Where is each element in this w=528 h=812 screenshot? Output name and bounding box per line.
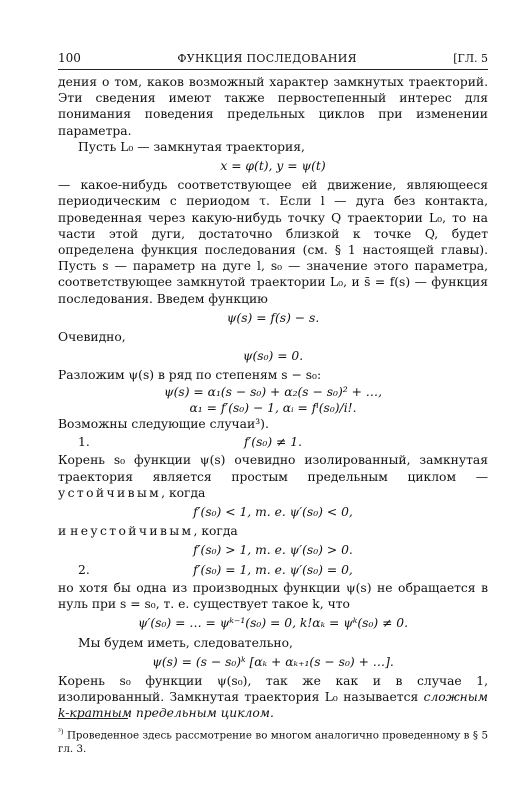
equation: ψ(s) = (s − s₀)ᵏ [αₖ + αₖ₊₁(s − s₀) + …]. [152, 654, 394, 669]
equation: f′(s₀) > 1, т. е. ψ′(s₀) > 0. [193, 543, 353, 558]
text: , когда [161, 485, 206, 500]
chapter-ref: [ГЛ. 5 [453, 51, 488, 65]
footnote-mark: ³) [58, 728, 64, 736]
equation: ψ(s) = f(s) − s. [226, 310, 320, 325]
equation: f′(s₀) < 1, т. е. ψ′(s₀) < 0, [193, 505, 353, 520]
paragraph [58, 673, 488, 722]
equation: f′(s₀) ≠ 1. [243, 435, 303, 450]
text: Корень s₀ функции ψ(s₀), так же как и в случае 1, изолированный. Замкнутая траектория L₀ называется [58, 673, 488, 705]
case-label: 1. [78, 435, 90, 450]
footnote [58, 725, 488, 756]
equation: α₁ = f′(s₀) − 1, αᵢ = fⁱ(s₀)/i!. [189, 400, 357, 415]
paragraph: — какое-нибудь соответствующее ей движение, являющееся периодическим с периодом τ. Если l — дуга без контакта, проведенная через какую-нибудь точку Q траектории L₀, то на части этой дуги, достаточно близкой к точке Q, будет определена функция последования (см. § 1 настоящей главы). Пусть s — параметр на дуге l, s₀ — значение этого параметра, соответствующее замкнутой траектории L₀, и s̄ = f(s) — функция последования. Введем функцию [58, 178, 488, 306]
equation: ψ(s₀) = 0. [242, 349, 304, 364]
equation: f′(s₀) = 1, т. е. ψ′(s₀) = 0, [193, 562, 353, 577]
italic-term: сложным k-кратным предельным циклом. [58, 690, 488, 721]
text: , когда [193, 524, 238, 539]
text: и [58, 524, 71, 539]
footnote-text: Проведенное здесь рассмотрение во многом аналогично проведенному в § 5 гл. 3. [58, 729, 488, 756]
paragraph [58, 523, 488, 539]
running-title: ФУНКЦИЯ ПОСЛЕДОВАНИЯ [177, 51, 357, 65]
paragraph: Очевидно, [58, 330, 126, 345]
page-body [58, 74, 488, 722]
equation: ψ′(s₀) = … = ψᵏ⁻¹(s₀) = 0, k!αₖ = ψᵏ(s₀) ≠ 0. [137, 616, 409, 631]
paragraph: Пусть L₀ — замкнутая траектория, [78, 139, 305, 154]
paragraph: Мы будем иметь, следовательно, [78, 635, 293, 650]
paragraph: Разложим ψ(s) в ряд по степеням s − s₀: [58, 368, 322, 383]
case-label: 2. [78, 562, 90, 577]
header-rule [58, 69, 488, 70]
paragraph: дения о том, каков возможный характер замкнутых траекторий. Эти сведения имеют также первостепенный интерес для понимания поведения предельных циклов при изменении параметра. [58, 75, 488, 138]
case-2 [58, 562, 488, 578]
equation: ψ(s) = α₁(s − s₀) + α₂(s − s₀)² + …, [163, 384, 383, 399]
paragraph: но хотя бы одна из производных функции ψ(s) не обращается в нуль при s = s₀, т. е. существует такое k, что [58, 580, 488, 612]
footnote-rule [58, 718, 128, 719]
paragraph: Возможны следующие случаи³). [58, 417, 269, 432]
paragraph [58, 452, 488, 501]
spaced-term: неустойчивым [70, 524, 194, 539]
text: Корень s₀ функции ψ(s) очевидно изолированный, замкнутая траектория является простым предельным циклом — [58, 453, 488, 484]
spaced-term: устойчивым [58, 485, 162, 500]
running-header [58, 50, 488, 66]
case-1 [58, 434, 488, 450]
equation: x = φ(t), y = ψ(t) [220, 159, 326, 174]
page-number: 100 [58, 51, 81, 65]
